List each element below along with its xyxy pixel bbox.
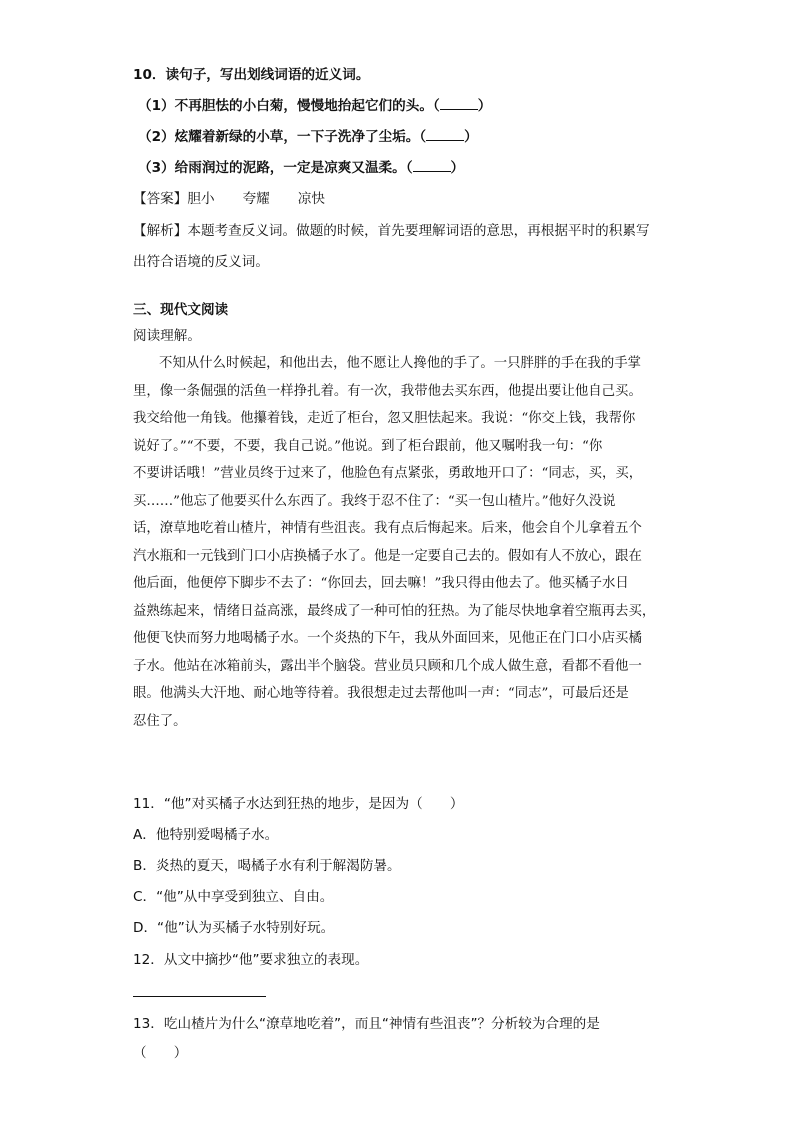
answer-2: 夸耀	[242, 191, 270, 207]
q11-option-a[interactable]: A．他特别爱喝橘子水。	[133, 827, 279, 843]
q10-answer	[133, 190, 325, 208]
answer-3: 凉快	[297, 191, 325, 207]
q10-item-2-close: ）	[464, 129, 478, 145]
answer-1: 胆小	[187, 191, 215, 207]
q11-option-b[interactable]: B．炎热的夏天，喝橘子水有利于解渴防暑。	[133, 858, 401, 874]
q10-item-1	[138, 97, 491, 115]
passage-line: 子水。他站在冰箱前头，露出半个脑袋。营业员只顾和几个成人做生意，看都不看他一	[133, 658, 642, 674]
section-subtitle: 阅读理解。	[133, 328, 201, 344]
q11-stem: 11．“他”对买橘子水达到狂热的地步，是因为（ ）	[133, 796, 464, 812]
q10-item-3-close: ）	[450, 160, 465, 176]
q11-option-c[interactable]: C．“他”从中享受到独立、自由。	[133, 889, 334, 905]
q11-option-d[interactable]: D．“他”认为买橘子水特别好玩。	[133, 920, 335, 936]
passage-line: 眼。他满头大汗地、耐心地等待着。我很想走过去帮他叫一声：“同志”，可最后还是	[133, 686, 629, 701]
q10-item-2-text: （2）炫耀着新绿的小草，一下子洗净了尘垢。（	[138, 129, 427, 145]
passage-line: 我交给他一角钱。他攥着钱，走近了柜台，忽又胆怯起来。我说：“你交上钱，我帮你	[133, 411, 636, 426]
q10-title: 10．读句子，写出划线词语的近义词。	[133, 67, 370, 83]
q10-item-1-text: （1）不再胆怯的小白菊，慢慢地抬起它们的头。（	[138, 98, 440, 114]
q12-answer-line[interactable]	[133, 996, 266, 997]
passage-line: 买……”他忘了他要买什么东西了。我终于忍不住了：“买一包山楂片。”他好久没说	[133, 493, 616, 509]
q10-item-1-close: ）	[477, 98, 492, 114]
reading-passage	[133, 350, 663, 735]
passage-line: 说好了。”“不要，不要，我自己说。”他说。到了柜台跟前，他又嘱咐我一句：“你	[133, 438, 603, 454]
answer-blank[interactable]	[413, 159, 451, 172]
q13-stem: 13．吃山楂片为什么“潦草地吃着”，而且“神情有些沮丧”？分析较为合理的是	[133, 1016, 600, 1032]
answer-blank[interactable]	[440, 97, 478, 110]
q13-paren: （ ）	[133, 1045, 188, 1061]
passage-line: 不要讲话哦！”营业员终于过来了，他脸色有点紧张，勇敢地开口了：“同志，买，买，	[133, 466, 643, 481]
passage-line: 不知从什么时候起，和他出去，他不愿让人搀他的手了。一只胖胖的手在我的手掌	[159, 356, 642, 371]
passage-line: 话，潦草地吃着山楂片，神情有些沮丧。我有点后悔起来。后来，他会自个儿拿着五个	[133, 521, 642, 536]
passage-line: 益熟练起来，情绪日益高涨，最终成了一种可怕的狂热。为了能尽快地拿着空瓶再去买，	[133, 603, 656, 619]
q12-stem: 12．从文中摘抄“他”要求独立的表现。	[133, 952, 369, 968]
passage-line: 他后面，他便停下脚步不去了：“你回去，回去嘛！”我只得由他去了。他买橘子水日	[133, 576, 629, 591]
passage-line: 里，像一条倔强的活鱼一样挣扎着。有一次，我带他去买东西，他提出要让他自己买。	[133, 383, 642, 399]
q10-analysis-line-2: 出符合语境的反义词。	[133, 254, 269, 270]
passage-line: 他便飞快而努力地喝橘子水。一个炎热的下午，我从外面回来，见他正在门口小店买橘	[133, 631, 642, 646]
section-title: 三、现代文阅读	[133, 302, 229, 318]
passage-line: 汽水瓶和一元钱到门口小店换橘子水了。他是一定要自己去的。假如有人不放心，跟在	[133, 548, 642, 564]
q10-item-3	[138, 159, 464, 177]
q10-item-3-text: （3）给雨润过的泥路，一定是凉爽又温柔。（	[138, 160, 413, 176]
q10-analysis-line-1: 【解析】本题考查反义词。做题的时候，首先要理解词语的意思，再根据平时的积累写	[133, 223, 650, 239]
q10-item-2	[138, 128, 478, 146]
answer-blank[interactable]	[426, 128, 464, 141]
passage-line: 忍住了。	[133, 713, 187, 729]
answer-label: 【答案】	[133, 191, 188, 207]
